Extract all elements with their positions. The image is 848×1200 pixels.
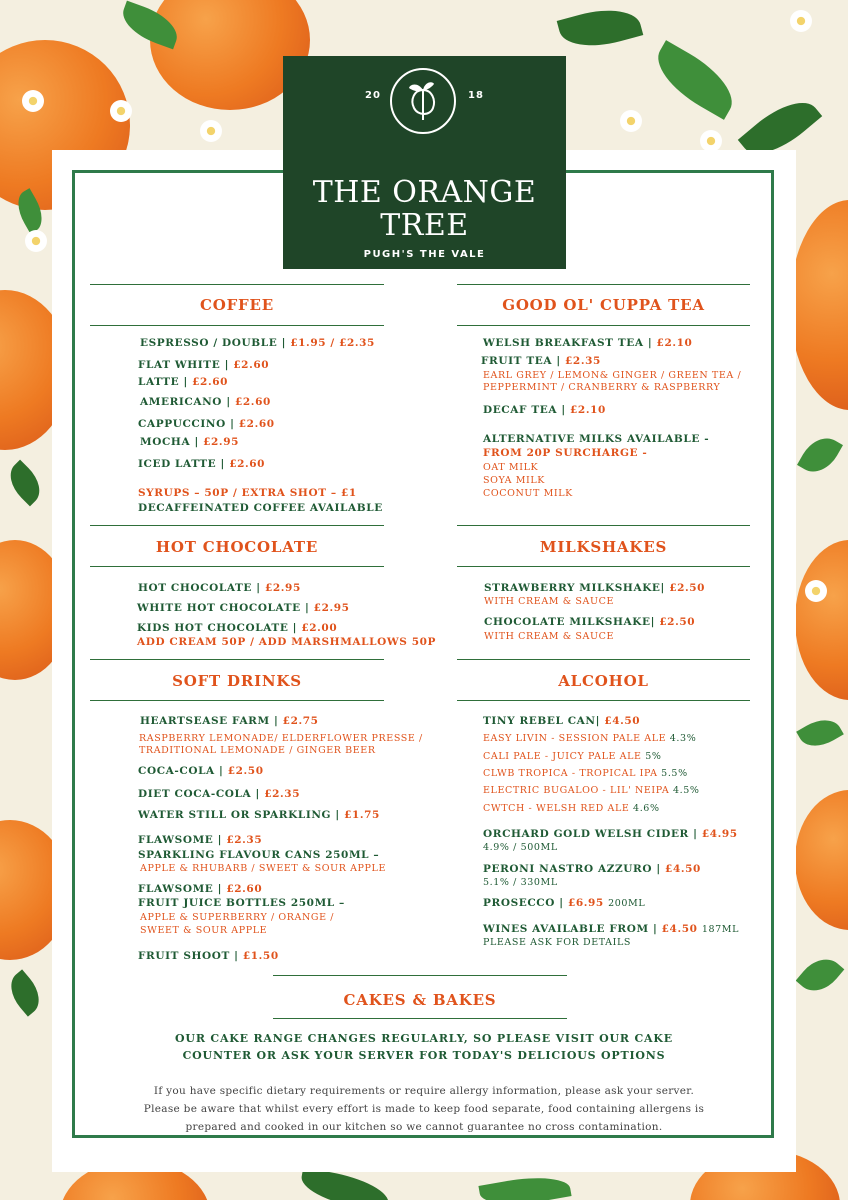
- divider: [90, 700, 384, 701]
- alt-milks-heading: ALTERNATIVE MILKS AVAILABLE -: [483, 433, 710, 445]
- section-title-tea: GOOD OL' CUPPA TEA: [502, 296, 705, 314]
- divider: [90, 325, 384, 326]
- blossom: [620, 110, 642, 132]
- leaf: [797, 430, 843, 480]
- flawsome-cans-desc: SPARKLING FLAVOUR CANS 250ML –: [138, 849, 380, 861]
- hot-chocolate-extras: ADD CREAM 50P / ADD MARSHMALLOWS 50P: [137, 636, 437, 648]
- cakes-description-line2: COUNTER OR ASK YOUR SERVER FOR TODAY'S DELICIOUS OPTIONS: [182, 1049, 666, 1062]
- blossom: [200, 120, 222, 142]
- menu-item: PROSECCO | £6.95 200ML: [483, 897, 646, 909]
- leaf: [557, 0, 644, 55]
- fruit-tea-flavours: EARL GREY / LEMON& GINGER / GREEN TEA /: [483, 370, 742, 381]
- beer-item: CLWB TROPICA - TROPICAL IPA 5.5%: [483, 768, 688, 779]
- menu-item: DECAF TEA | £2.10: [483, 404, 606, 416]
- milk-option: COCONUT MILK: [483, 488, 573, 499]
- heartsease-flavours: TRADITIONAL LEMONADE / GINGER BEER: [139, 745, 376, 756]
- section-title-alcohol: ALCOHOL: [558, 672, 649, 690]
- menu-item: WATER STILL OR SPARKLING | £1.75: [138, 809, 380, 821]
- flawsome-bottles-flavours: APPLE & SUPERBERRY / ORANGE /: [140, 912, 335, 923]
- orange-logo-icon: [390, 68, 456, 134]
- decaf-note: DECAFFEINATED COFFEE AVAILABLE: [138, 502, 383, 514]
- divider: [90, 284, 384, 285]
- section-title-coffee: COFFEE: [200, 296, 274, 314]
- section-title-hot-chocolate: HOT CHOCOLATE: [155, 538, 319, 556]
- blossom: [700, 130, 722, 152]
- cakes-description-line1: OUR CAKE RANGE CHANGES REGULARLY, SO PLEASE VISIT OUR CAKE: [175, 1032, 673, 1045]
- milk-option: SOYA MILK: [483, 475, 545, 486]
- menu-item: FLAWSOME | £2.35: [138, 834, 263, 846]
- menu-item: ORCHARD GOLD WELSH CIDER | £4.95: [483, 828, 738, 840]
- menu-item: TINY REBEL CAN| £4.50: [483, 715, 641, 727]
- leaf: [2, 969, 48, 1016]
- allergy-line2: Please be aware that whilst every effort is made to keep food separate, food containing allergens is: [143, 1103, 705, 1115]
- menu-item: FRUIT TEA | £2.35: [481, 355, 601, 367]
- peroni-note: 5.1% / 330ML: [483, 877, 558, 888]
- blossom: [790, 10, 812, 32]
- menu-item: FLAWSOME | £2.60: [138, 883, 263, 895]
- menu-item: LATTE | £2.60: [138, 376, 229, 388]
- restaurant-name-line2: TREE: [380, 208, 469, 243]
- menu-item: AMERICANO | £2.60: [140, 396, 271, 408]
- wines-note: PLEASE ASK FOR DETAILS: [483, 937, 631, 948]
- leaf: [796, 712, 844, 755]
- beer-item: ELECTRIC BUGALOO - LIL' NEIPA 4.5%: [483, 785, 700, 796]
- logo: [283, 56, 566, 269]
- menu-item: ESPRESSO / DOUBLE | £1.95 / £2.35: [140, 337, 375, 349]
- blossom: [25, 230, 47, 252]
- menu-item: FRUIT SHOOT | £1.50: [138, 950, 279, 962]
- logo-year-right: 18: [468, 90, 484, 101]
- leaf: [298, 1167, 392, 1200]
- blossom: [22, 90, 44, 112]
- restaurant-name-line1: THE ORANGE: [312, 175, 537, 210]
- fruit-tea-flavours: PEPPERMINT / CRANBERRY & RASPBERRY: [483, 382, 721, 393]
- section-title-cakes: CAKES & BAKES: [343, 991, 497, 1009]
- menu-item: KIDS HOT CHOCOLATE | £2.00: [137, 622, 338, 634]
- menu-item: PERONI NASTRO AZZURO | £4.50: [483, 863, 701, 875]
- divider: [273, 1018, 567, 1019]
- menu-item: WINES AVAILABLE FROM | £4.50 187ML: [483, 923, 739, 935]
- beer-item: EASY LIVIN - SESSION PALE ALE 4.3%: [483, 733, 697, 744]
- divider: [273, 975, 567, 976]
- logo-year-left: 20: [365, 90, 381, 101]
- divider: [457, 325, 750, 326]
- beer-item: CALI PALE - JUICY PALE ALE 5%: [483, 751, 662, 762]
- menu-item: WHITE HOT CHOCOLATE | £2.95: [137, 602, 350, 614]
- menu-item: STRAWBERRY MILKSHAKE| £2.50: [484, 582, 706, 594]
- milk-option: OAT MILK: [483, 462, 539, 473]
- menu-item: CAPPUCCINO | £2.60: [138, 418, 275, 430]
- divider: [90, 566, 384, 567]
- section-title-soft-drinks: SOFT DRINKS: [172, 672, 302, 690]
- divider: [457, 659, 750, 660]
- divider: [457, 284, 750, 285]
- allergy-line1: If you have specific dietary requirements or require allergy information, please ask your server.: [153, 1085, 695, 1097]
- divider: [457, 525, 750, 526]
- divider: [457, 700, 750, 701]
- milkshake-note: WITH CREAM & SAUCE: [484, 596, 614, 607]
- divider: [457, 566, 750, 567]
- menu-item: WELSH BREAKFAST TEA | £2.10: [483, 337, 693, 349]
- cakes-description: [150, 1030, 698, 1064]
- leaf: [796, 950, 845, 1000]
- restaurant-name: [283, 176, 566, 242]
- menu-item: HOT CHOCOLATE | £2.95: [138, 582, 301, 594]
- menu-item: COCA-COLA | £2.50: [138, 765, 264, 777]
- milkshake-note: WITH CREAM & SAUCE: [484, 631, 614, 642]
- menu-item: CHOCOLATE MILKSHAKE| £2.50: [484, 616, 696, 628]
- heartsease-flavours: RASPBERRY LEMONADE/ ELDERFLOWER PRESSE /: [139, 733, 423, 744]
- orange-fruit: [795, 790, 848, 930]
- cider-note: 4.9% / 500ML: [483, 842, 558, 853]
- menu-item: ICED LATTE | £2.60: [138, 458, 266, 470]
- beer-item: CWTCH - WELSH RED ALE 4.6%: [483, 803, 660, 814]
- allergy-line3: prepared and cooked in our kitchen so we cannot guarantee no cross contamination.: [185, 1121, 663, 1133]
- divider: [90, 525, 384, 526]
- orange-fruit: [790, 200, 848, 410]
- leaf: [2, 460, 49, 507]
- leaf: [478, 1170, 571, 1200]
- alt-milks-surcharge: FROM 20P SURCHARGE -: [483, 447, 648, 459]
- flawsome-bottles-desc: FRUIT JUICE BOTTLES 250ML –: [138, 897, 345, 909]
- menu-item: FLAT WHITE | £2.60: [138, 359, 270, 371]
- restaurant-location: PUGH'S THE VALE: [363, 249, 486, 260]
- flawsome-cans-flavours: APPLE & RHUBARB / SWEET & SOUR APPLE: [140, 863, 386, 874]
- syrups-note: SYRUPS – 50P / EXTRA SHOT – £1: [138, 487, 357, 499]
- menu-item: HEARTSEASE FARM | £2.75: [140, 715, 319, 727]
- divider: [90, 659, 384, 660]
- menu-item: DIET COCA-COLA | £2.35: [138, 788, 301, 800]
- blossom: [110, 100, 132, 122]
- allergy-notice: [100, 1082, 748, 1136]
- section-title-milkshakes: MILKSHAKES: [539, 538, 668, 556]
- menu-item: MOCHA | £2.95: [140, 436, 240, 448]
- leaf: [646, 40, 744, 120]
- flawsome-bottles-flavours: SWEET & SOUR APPLE: [140, 925, 268, 936]
- blossom: [805, 580, 827, 602]
- orange-fruit: [795, 540, 848, 700]
